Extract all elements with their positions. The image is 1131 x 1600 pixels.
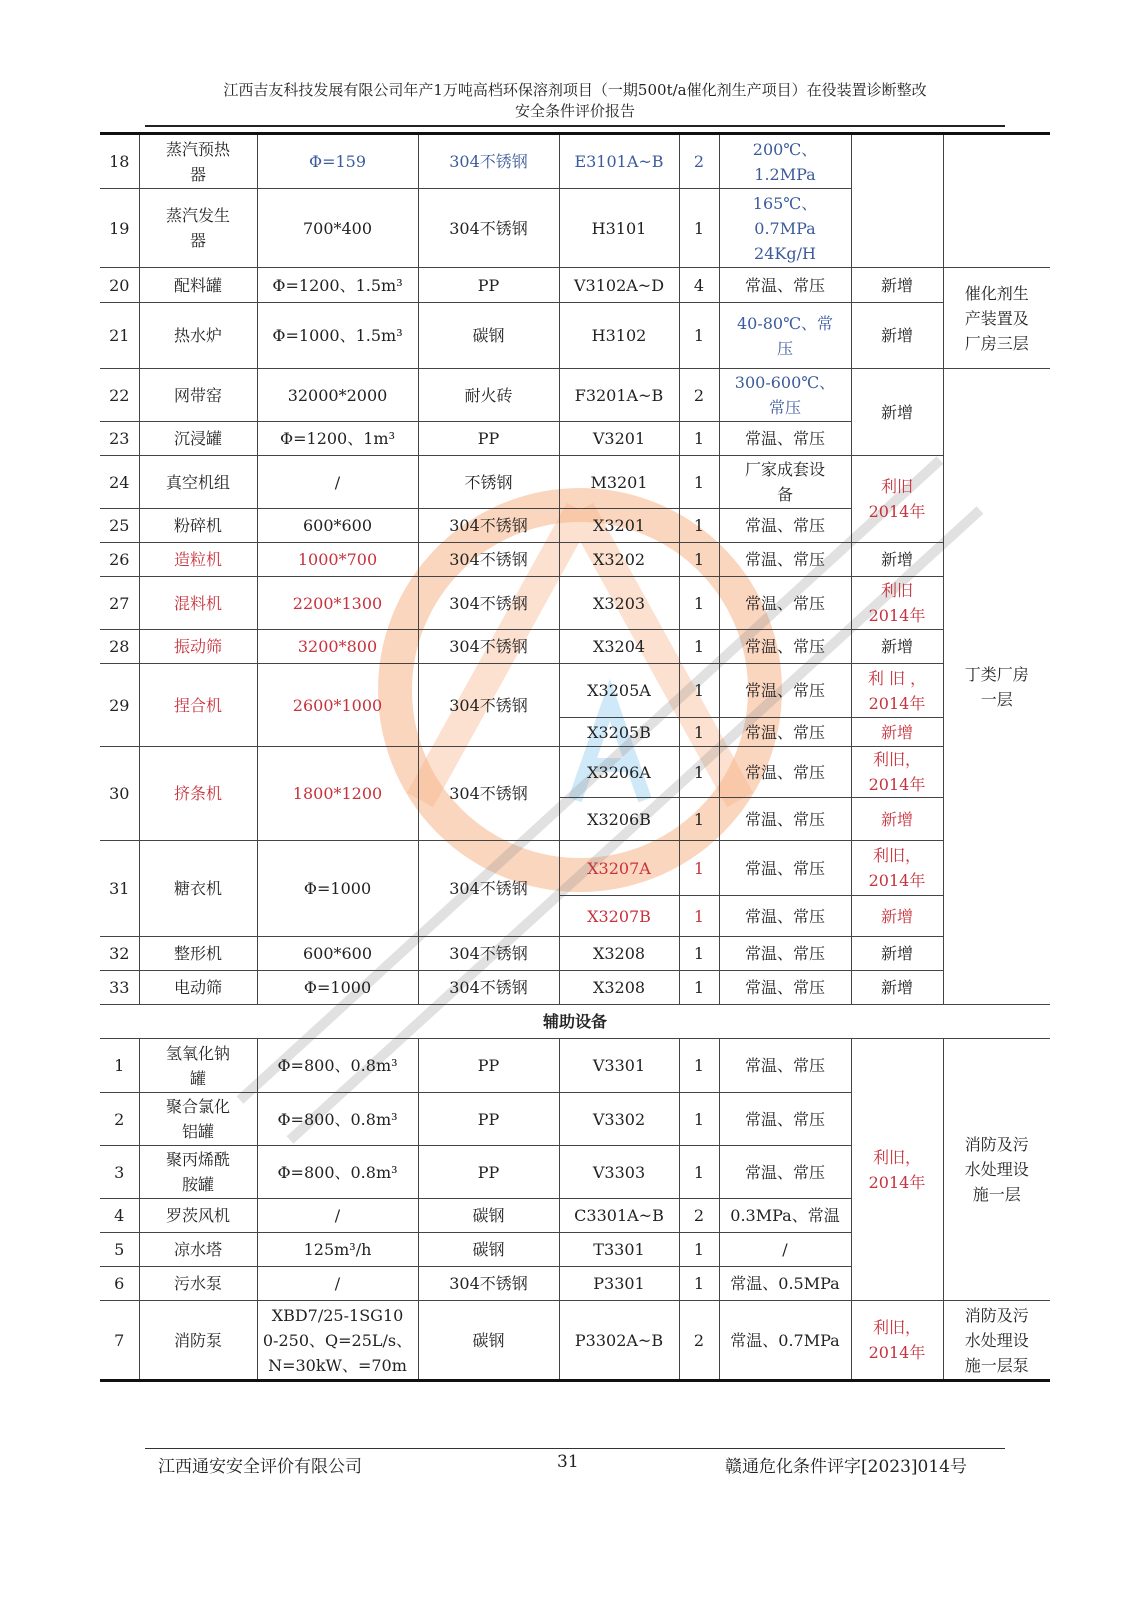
cell-name: 聚合氯化 铝罐 bbox=[139, 1093, 257, 1146]
cell-qty: 1 bbox=[679, 718, 719, 747]
cell-condition: 常温、常压 bbox=[719, 422, 851, 456]
cell-spec: Φ=800、0.8m³ bbox=[257, 1093, 418, 1146]
cell-condition: 常温、常压 bbox=[719, 630, 851, 664]
cell-name: 蒸汽预热 器 bbox=[139, 134, 257, 189]
cell-spec: 32000*2000 bbox=[257, 369, 418, 422]
cell-no: 4 bbox=[100, 1199, 139, 1233]
cell-qty: 2 bbox=[679, 134, 719, 189]
cell-name: 真空机组 bbox=[139, 456, 257, 509]
cell-qty: 2 bbox=[679, 1301, 719, 1381]
cell-name: 消防泵 bbox=[139, 1301, 257, 1381]
table-row bbox=[100, 543, 1050, 577]
table-row bbox=[100, 937, 1050, 971]
cell-name: 捏合机 bbox=[139, 664, 257, 747]
table-row bbox=[100, 268, 1050, 303]
footer-page-number: 31 bbox=[557, 1452, 579, 1472]
cell-no: 2 bbox=[100, 1093, 139, 1146]
cell-condition: 常温、常压 bbox=[719, 937, 851, 971]
cell-condition: 200℃、 1.2MPa bbox=[719, 134, 851, 189]
table-row bbox=[100, 630, 1050, 664]
cell-material: PP bbox=[418, 422, 559, 456]
cell-material: 304不锈钢 bbox=[418, 1267, 559, 1301]
cell-code: X3206A bbox=[559, 747, 679, 798]
cell-code: E3101A~B bbox=[559, 134, 679, 189]
cell-material: PP bbox=[418, 1039, 559, 1093]
cell-condition: 常温、常压 bbox=[719, 1093, 851, 1146]
cell-material: 304不锈钢 bbox=[418, 543, 559, 577]
cell-spec: XBD7/25-1SG10 0-250、Q=25L/s、 N=30kW、=70m bbox=[257, 1301, 418, 1381]
cell-spec: Φ=1200、1m³ bbox=[257, 422, 418, 456]
cell-qty: 1 bbox=[679, 1093, 719, 1146]
cell-qty: 2 bbox=[679, 1199, 719, 1233]
footer-doc-number: 赣通危化条件评字[2023]014号 bbox=[725, 1457, 967, 1477]
cell-code: X3203 bbox=[559, 577, 679, 630]
section-row bbox=[100, 1005, 1050, 1039]
cell-spec: 3200*800 bbox=[257, 630, 418, 664]
cell-qty: 1 bbox=[679, 798, 719, 841]
cell-no: 29 bbox=[100, 664, 139, 747]
cell-qty: 1 bbox=[679, 1233, 719, 1267]
cell-no: 31 bbox=[100, 841, 139, 937]
cell-status: 利旧， 2014年 bbox=[851, 1039, 943, 1301]
cell-spec: Φ=1200、1.5m³ bbox=[257, 268, 418, 303]
cell-status: 新增 bbox=[851, 543, 943, 577]
cell-no: 7 bbox=[100, 1301, 139, 1381]
cell-spec: 1800*1200 bbox=[257, 747, 418, 841]
cell-name: 污水泵 bbox=[139, 1267, 257, 1301]
cell-location: 消防及污 水处理设 施一层泵 bbox=[943, 1301, 1050, 1381]
cell-condition: 常温、0.5MPa bbox=[719, 1267, 851, 1301]
cell-no: 26 bbox=[100, 543, 139, 577]
cell-name: 凉水塔 bbox=[139, 1233, 257, 1267]
cell-material: 碳钢 bbox=[418, 1199, 559, 1233]
equipment-table bbox=[100, 132, 1050, 1382]
cell-qty: 1 bbox=[679, 509, 719, 543]
cell-code: V3301 bbox=[559, 1039, 679, 1093]
cell-qty: 1 bbox=[679, 896, 719, 937]
table-row bbox=[100, 664, 1050, 718]
page-header bbox=[100, 80, 1050, 122]
cell-status: 新增 bbox=[851, 971, 943, 1005]
cell-no: 24 bbox=[100, 456, 139, 509]
cell-name: 造粒机 bbox=[139, 543, 257, 577]
cell-spec: Φ=800、0.8m³ bbox=[257, 1146, 418, 1199]
cell-status: 利旧， 2014年 bbox=[851, 747, 943, 798]
cell-material: 碳钢 bbox=[418, 1233, 559, 1267]
cell-code: X3206B bbox=[559, 798, 679, 841]
cell-qty: 1 bbox=[679, 543, 719, 577]
section-title-auxiliary-equipment: 辅助设备 bbox=[100, 1005, 1050, 1039]
table-row bbox=[100, 971, 1050, 1005]
cell-code: X3207B bbox=[559, 896, 679, 937]
cell-qty: 1 bbox=[679, 841, 719, 896]
cell-spec: / bbox=[257, 456, 418, 509]
cell-code: F3201A~B bbox=[559, 369, 679, 422]
cell-code: P3302A~B bbox=[559, 1301, 679, 1381]
cell-status: 利 旧 ， 2014年 bbox=[851, 664, 943, 718]
cell-code: V3302 bbox=[559, 1093, 679, 1146]
cell-spec: 600*600 bbox=[257, 509, 418, 543]
cell-qty: 1 bbox=[679, 971, 719, 1005]
cell-no: 3 bbox=[100, 1146, 139, 1199]
cell-name: 振动筛 bbox=[139, 630, 257, 664]
table-row bbox=[100, 577, 1050, 630]
cell-no: 32 bbox=[100, 937, 139, 971]
cell-status: 利旧 2014年 bbox=[851, 577, 943, 630]
cell-no: 19 bbox=[100, 189, 139, 268]
cell-condition: 常温、常压 bbox=[719, 841, 851, 896]
cell-spec: 600*600 bbox=[257, 937, 418, 971]
cell-code: V3102A~D bbox=[559, 268, 679, 303]
table-row bbox=[100, 841, 1050, 896]
cell-condition: 300-600℃、 常压 bbox=[719, 369, 851, 422]
cell-condition: 165℃、 0.7MPa 24Kg/H bbox=[719, 189, 851, 268]
footer-divider bbox=[145, 1448, 1005, 1449]
cell-status: 利旧， 2014年 bbox=[851, 841, 943, 896]
cell-name: 糖衣机 bbox=[139, 841, 257, 937]
cell-no: 22 bbox=[100, 369, 139, 422]
cell-no: 5 bbox=[100, 1233, 139, 1267]
cell-spec: Φ=159 bbox=[257, 134, 418, 189]
cell-name: 混料机 bbox=[139, 577, 257, 630]
cell-material: 耐火砖 bbox=[418, 369, 559, 422]
cell-code: X3208 bbox=[559, 937, 679, 971]
cell-code: V3201 bbox=[559, 422, 679, 456]
cell-material: 碳钢 bbox=[418, 303, 559, 369]
cell-material: 碳钢 bbox=[418, 1301, 559, 1381]
table-row bbox=[100, 456, 1050, 509]
cell-spec: 1000*700 bbox=[257, 543, 418, 577]
cell-material: 304不锈钢 bbox=[418, 747, 559, 841]
cell-code: P3301 bbox=[559, 1267, 679, 1301]
cell-condition: 常温、常压 bbox=[719, 718, 851, 747]
cell-name: 电动筛 bbox=[139, 971, 257, 1005]
cell-condition: 常温、0.7MPa bbox=[719, 1301, 851, 1381]
cell-material: 304不锈钢 bbox=[418, 971, 559, 1005]
cell-code: X3201 bbox=[559, 509, 679, 543]
cell-condition: 厂家成套设 备 bbox=[719, 456, 851, 509]
cell-qty: 1 bbox=[679, 422, 719, 456]
table-row bbox=[100, 369, 1050, 422]
header-divider bbox=[145, 125, 1005, 127]
footer-company: 江西通安安全评价有限公司 bbox=[158, 1457, 362, 1477]
cell-material: 304不锈钢 bbox=[418, 664, 559, 747]
cell-condition: 40-80℃、常 压 bbox=[719, 303, 851, 369]
cell-no: 33 bbox=[100, 971, 139, 1005]
table-row bbox=[100, 303, 1050, 369]
cell-material: PP bbox=[418, 1093, 559, 1146]
cell-name: 挤条机 bbox=[139, 747, 257, 841]
cell-code: X3207A bbox=[559, 841, 679, 896]
cell-condition: 常温、常压 bbox=[719, 664, 851, 718]
cell-no: 30 bbox=[100, 747, 139, 841]
cell-location: 催化剂生 产装置及 厂房三层 bbox=[943, 268, 1050, 369]
cell-qty: 2 bbox=[679, 369, 719, 422]
cell-qty: 1 bbox=[679, 630, 719, 664]
cell-code: X3205A bbox=[559, 664, 679, 718]
cell-no: 21 bbox=[100, 303, 139, 369]
cell-spec: 700*400 bbox=[257, 189, 418, 268]
cell-condition: 常温、常压 bbox=[719, 798, 851, 841]
table-row bbox=[100, 134, 1050, 189]
cell-status: 新增 bbox=[851, 303, 943, 369]
cell-material: 304不锈钢 bbox=[418, 577, 559, 630]
cell-no: 27 bbox=[100, 577, 139, 630]
cell-name: 整形机 bbox=[139, 937, 257, 971]
cell-qty: 1 bbox=[679, 747, 719, 798]
cell-qty: 4 bbox=[679, 268, 719, 303]
cell-location bbox=[943, 134, 1050, 268]
cell-location: 消防及污 水处理设 施一层 bbox=[943, 1039, 1050, 1301]
cell-no: 18 bbox=[100, 134, 139, 189]
cell-condition: 0.3MPa、常温 bbox=[719, 1199, 851, 1233]
cell-name: 粉碎机 bbox=[139, 509, 257, 543]
cell-qty: 1 bbox=[679, 664, 719, 718]
cell-status: 新增 bbox=[851, 937, 943, 971]
cell-no: 6 bbox=[100, 1267, 139, 1301]
cell-code: C3301A~B bbox=[559, 1199, 679, 1233]
cell-condition: / bbox=[719, 1233, 851, 1267]
cell-material: 304不锈钢 bbox=[418, 189, 559, 268]
cell-spec: / bbox=[257, 1267, 418, 1301]
cell-condition: 常温、常压 bbox=[719, 1039, 851, 1093]
cell-spec: 2600*1000 bbox=[257, 664, 418, 747]
cell-spec: Φ=800、0.8m³ bbox=[257, 1039, 418, 1093]
cell-name: 聚丙烯酰 胺罐 bbox=[139, 1146, 257, 1199]
cell-code: T3301 bbox=[559, 1233, 679, 1267]
cell-status: 新增 bbox=[851, 369, 943, 456]
cell-spec: 125m³/h bbox=[257, 1233, 418, 1267]
cell-code: H3102 bbox=[559, 303, 679, 369]
cell-status: 新增 bbox=[851, 896, 943, 937]
cell-code: X3208 bbox=[559, 971, 679, 1005]
cell-material: 304不锈钢 bbox=[418, 937, 559, 971]
cell-code: V3303 bbox=[559, 1146, 679, 1199]
cell-status: 新增 bbox=[851, 718, 943, 747]
header-title-line2: 安全条件评价报告 bbox=[514, 102, 635, 120]
table-row bbox=[100, 1301, 1050, 1381]
cell-name: 网带窑 bbox=[139, 369, 257, 422]
cell-no: 23 bbox=[100, 422, 139, 456]
cell-status bbox=[851, 134, 943, 268]
cell-no: 28 bbox=[100, 630, 139, 664]
cell-spec: Φ=1000 bbox=[257, 971, 418, 1005]
table-row bbox=[100, 747, 1050, 798]
cell-qty: 1 bbox=[679, 189, 719, 268]
cell-qty: 1 bbox=[679, 1146, 719, 1199]
cell-qty: 1 bbox=[679, 1039, 719, 1093]
cell-name: 蒸汽发生 器 bbox=[139, 189, 257, 268]
cell-condition: 常温、常压 bbox=[719, 268, 851, 303]
cell-status: 利旧， 2014年 bbox=[851, 1301, 943, 1381]
header-title-line1: 江西吉友科技发展有限公司年产1万吨高档环保溶剂项目（一期500t/a催化剂生产项目）在役装置诊断整改 bbox=[223, 81, 927, 99]
cell-material: 304不锈钢 bbox=[418, 509, 559, 543]
cell-material: 304不锈钢 bbox=[418, 134, 559, 189]
cell-condition: 常温、常压 bbox=[719, 896, 851, 937]
cell-code: X3202 bbox=[559, 543, 679, 577]
cell-name: 罗茨风机 bbox=[139, 1199, 257, 1233]
cell-code: M3201 bbox=[559, 456, 679, 509]
cell-no: 25 bbox=[100, 509, 139, 543]
cell-material: 304不锈钢 bbox=[418, 841, 559, 937]
cell-condition: 常温、常压 bbox=[719, 1146, 851, 1199]
cell-code: X3204 bbox=[559, 630, 679, 664]
cell-condition: 常温、常压 bbox=[719, 971, 851, 1005]
cell-status: 新增 bbox=[851, 630, 943, 664]
cell-status: 新增 bbox=[851, 798, 943, 841]
cell-condition: 常温、常压 bbox=[719, 577, 851, 630]
cell-qty: 1 bbox=[679, 456, 719, 509]
cell-condition: 常温、常压 bbox=[719, 509, 851, 543]
cell-no: 20 bbox=[100, 268, 139, 303]
cell-spec: Φ=1000、1.5m³ bbox=[257, 303, 418, 369]
cell-material: 不锈钢 bbox=[418, 456, 559, 509]
cell-name: 沉浸罐 bbox=[139, 422, 257, 456]
cell-spec: / bbox=[257, 1199, 418, 1233]
cell-condition: 常温、常压 bbox=[719, 747, 851, 798]
cell-material: PP bbox=[418, 1146, 559, 1199]
cell-name: 配料罐 bbox=[139, 268, 257, 303]
cell-spec: 2200*1300 bbox=[257, 577, 418, 630]
cell-code: X3205B bbox=[559, 718, 679, 747]
cell-qty: 1 bbox=[679, 577, 719, 630]
cell-qty: 1 bbox=[679, 937, 719, 971]
cell-qty: 1 bbox=[679, 303, 719, 369]
cell-qty: 1 bbox=[679, 1267, 719, 1301]
cell-spec: Φ=1000 bbox=[257, 841, 418, 937]
cell-no: 1 bbox=[100, 1039, 139, 1093]
cell-location: 丁类厂房 一层 bbox=[943, 369, 1050, 1005]
cell-material: 304不锈钢 bbox=[418, 630, 559, 664]
cell-material: PP bbox=[418, 268, 559, 303]
cell-status: 新增 bbox=[851, 268, 943, 303]
cell-name: 热水炉 bbox=[139, 303, 257, 369]
table-row bbox=[100, 1039, 1050, 1093]
cell-name: 氢氧化钠 罐 bbox=[139, 1039, 257, 1093]
cell-status: 利旧 2014年 bbox=[851, 456, 943, 543]
cell-condition: 常温、常压 bbox=[719, 543, 851, 577]
cell-code: H3101 bbox=[559, 189, 679, 268]
